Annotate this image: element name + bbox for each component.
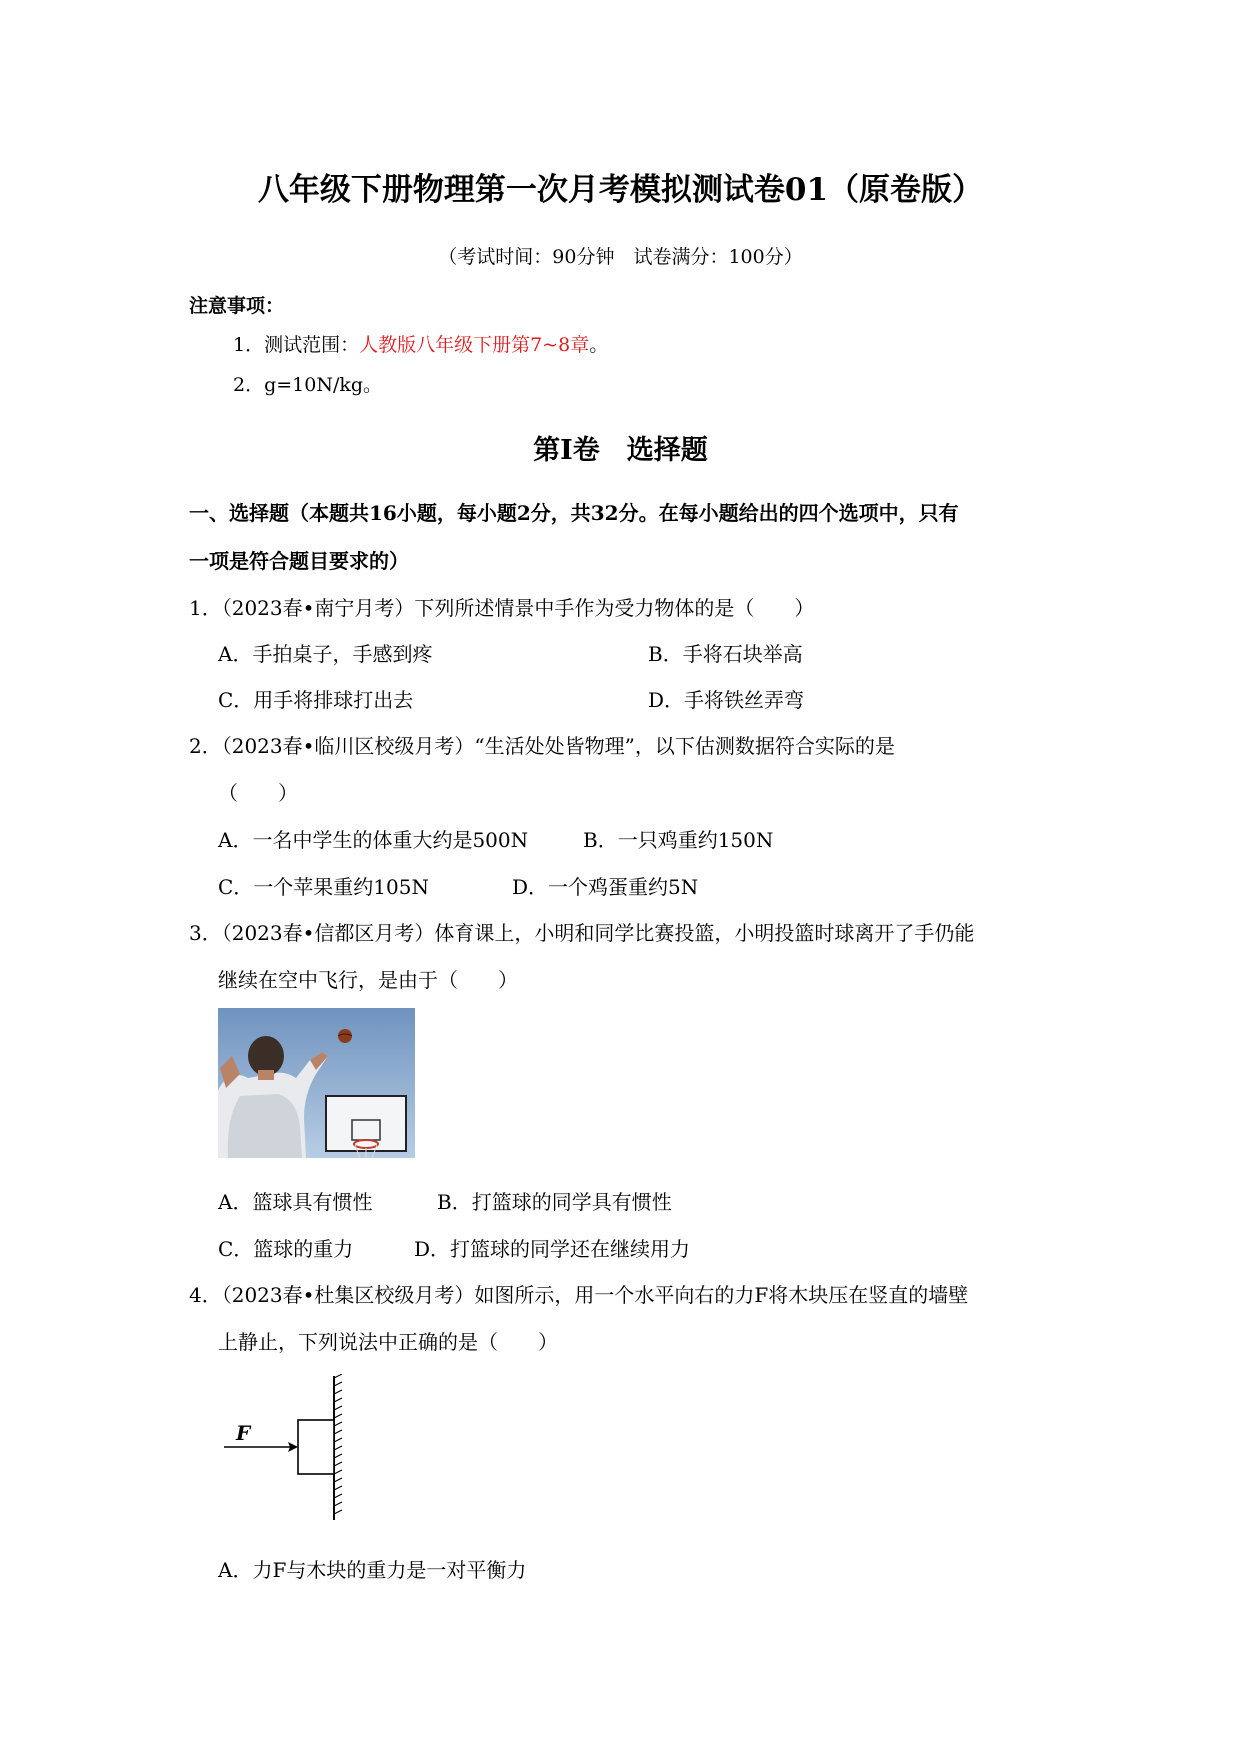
question-4-stem: 4．（2023春•杜集区校级月考）如图所示，用一个水平向右的力F将木块压在竖直的墙壁 [189,1283,969,1307]
q1-option-a: A．手拍桌子，手感到疼 [218,642,433,666]
force-label: F [236,1421,251,1445]
test-scope: 人教版八年级下册第7~8章 [359,334,590,356]
q2-option-b: B．一只鸡重约150N [583,828,774,852]
notes-heading: 注意事项： [189,295,285,317]
part-heading-line-1: 一、选择题（本题共16小题，每小题2分，共32分。在每小题给出的四个选项中，只有 [189,501,959,525]
question-2-stem-cont: （ ） [218,781,298,805]
q4-option-a: A．力F与木块的重力是一对平衡力 [218,1558,527,1582]
question-3-stem-cont: 继续在空中飞行，是由于（ ） [218,968,518,992]
part-heading-line-2: 一项是符合题目要求的） [189,549,409,573]
exam-info: （考试时间：90分钟 试卷满分：100分） [438,246,803,268]
question-1-stem: 1．（2023春•南宁月考）下列所述情景中手作为受力物体的是（ ） [189,596,815,620]
question-2-stem: 2．（2023春•临川区校级月考）“生活处处皆物理”，以下估测数据符合实际的是 [189,734,895,758]
basketball-photo [218,1008,415,1158]
q3-option-d: D．打篮球的同学还在继续用力 [414,1237,691,1261]
section-title: 第Ⅰ卷 选择题 [533,435,708,466]
q1-option-d: D．手将铁丝弄弯 [648,688,805,712]
q2-option-c: C．一个苹果重约105N [218,875,429,899]
q3-option-c: C．篮球的重力 [218,1237,354,1261]
q2-option-a: A．一名中学生的体重大约是500N [218,828,529,852]
q1-option-b: B．手将石块举高 [648,642,803,666]
q3-option-b: B．打篮球的同学具有惯性 [437,1190,672,1214]
page-title: 八年级下册物理第一次月考模拟测试卷01（原卷版） [257,172,984,208]
q2-option-d: D．一个鸡蛋重约5N [512,875,699,899]
q3-option-a: A．篮球具有惯性 [218,1190,373,1214]
question-3-stem: 3．（2023春•信都区月考）体育课上，小明和同学比赛投篮，小明投篮时球离开了手仍能 [189,921,975,945]
note-item-1: 1．测试范围：人教版八年级下册第7~8章。 [233,334,609,356]
q1-option-c: C．用手将排球打出去 [218,688,414,712]
question-4-stem-cont: 上静止，下列说法中正确的是（ ） [218,1330,558,1354]
force-diagram [218,1374,358,1524]
note-item-2: 2．g=10N/kg。 [233,374,383,396]
